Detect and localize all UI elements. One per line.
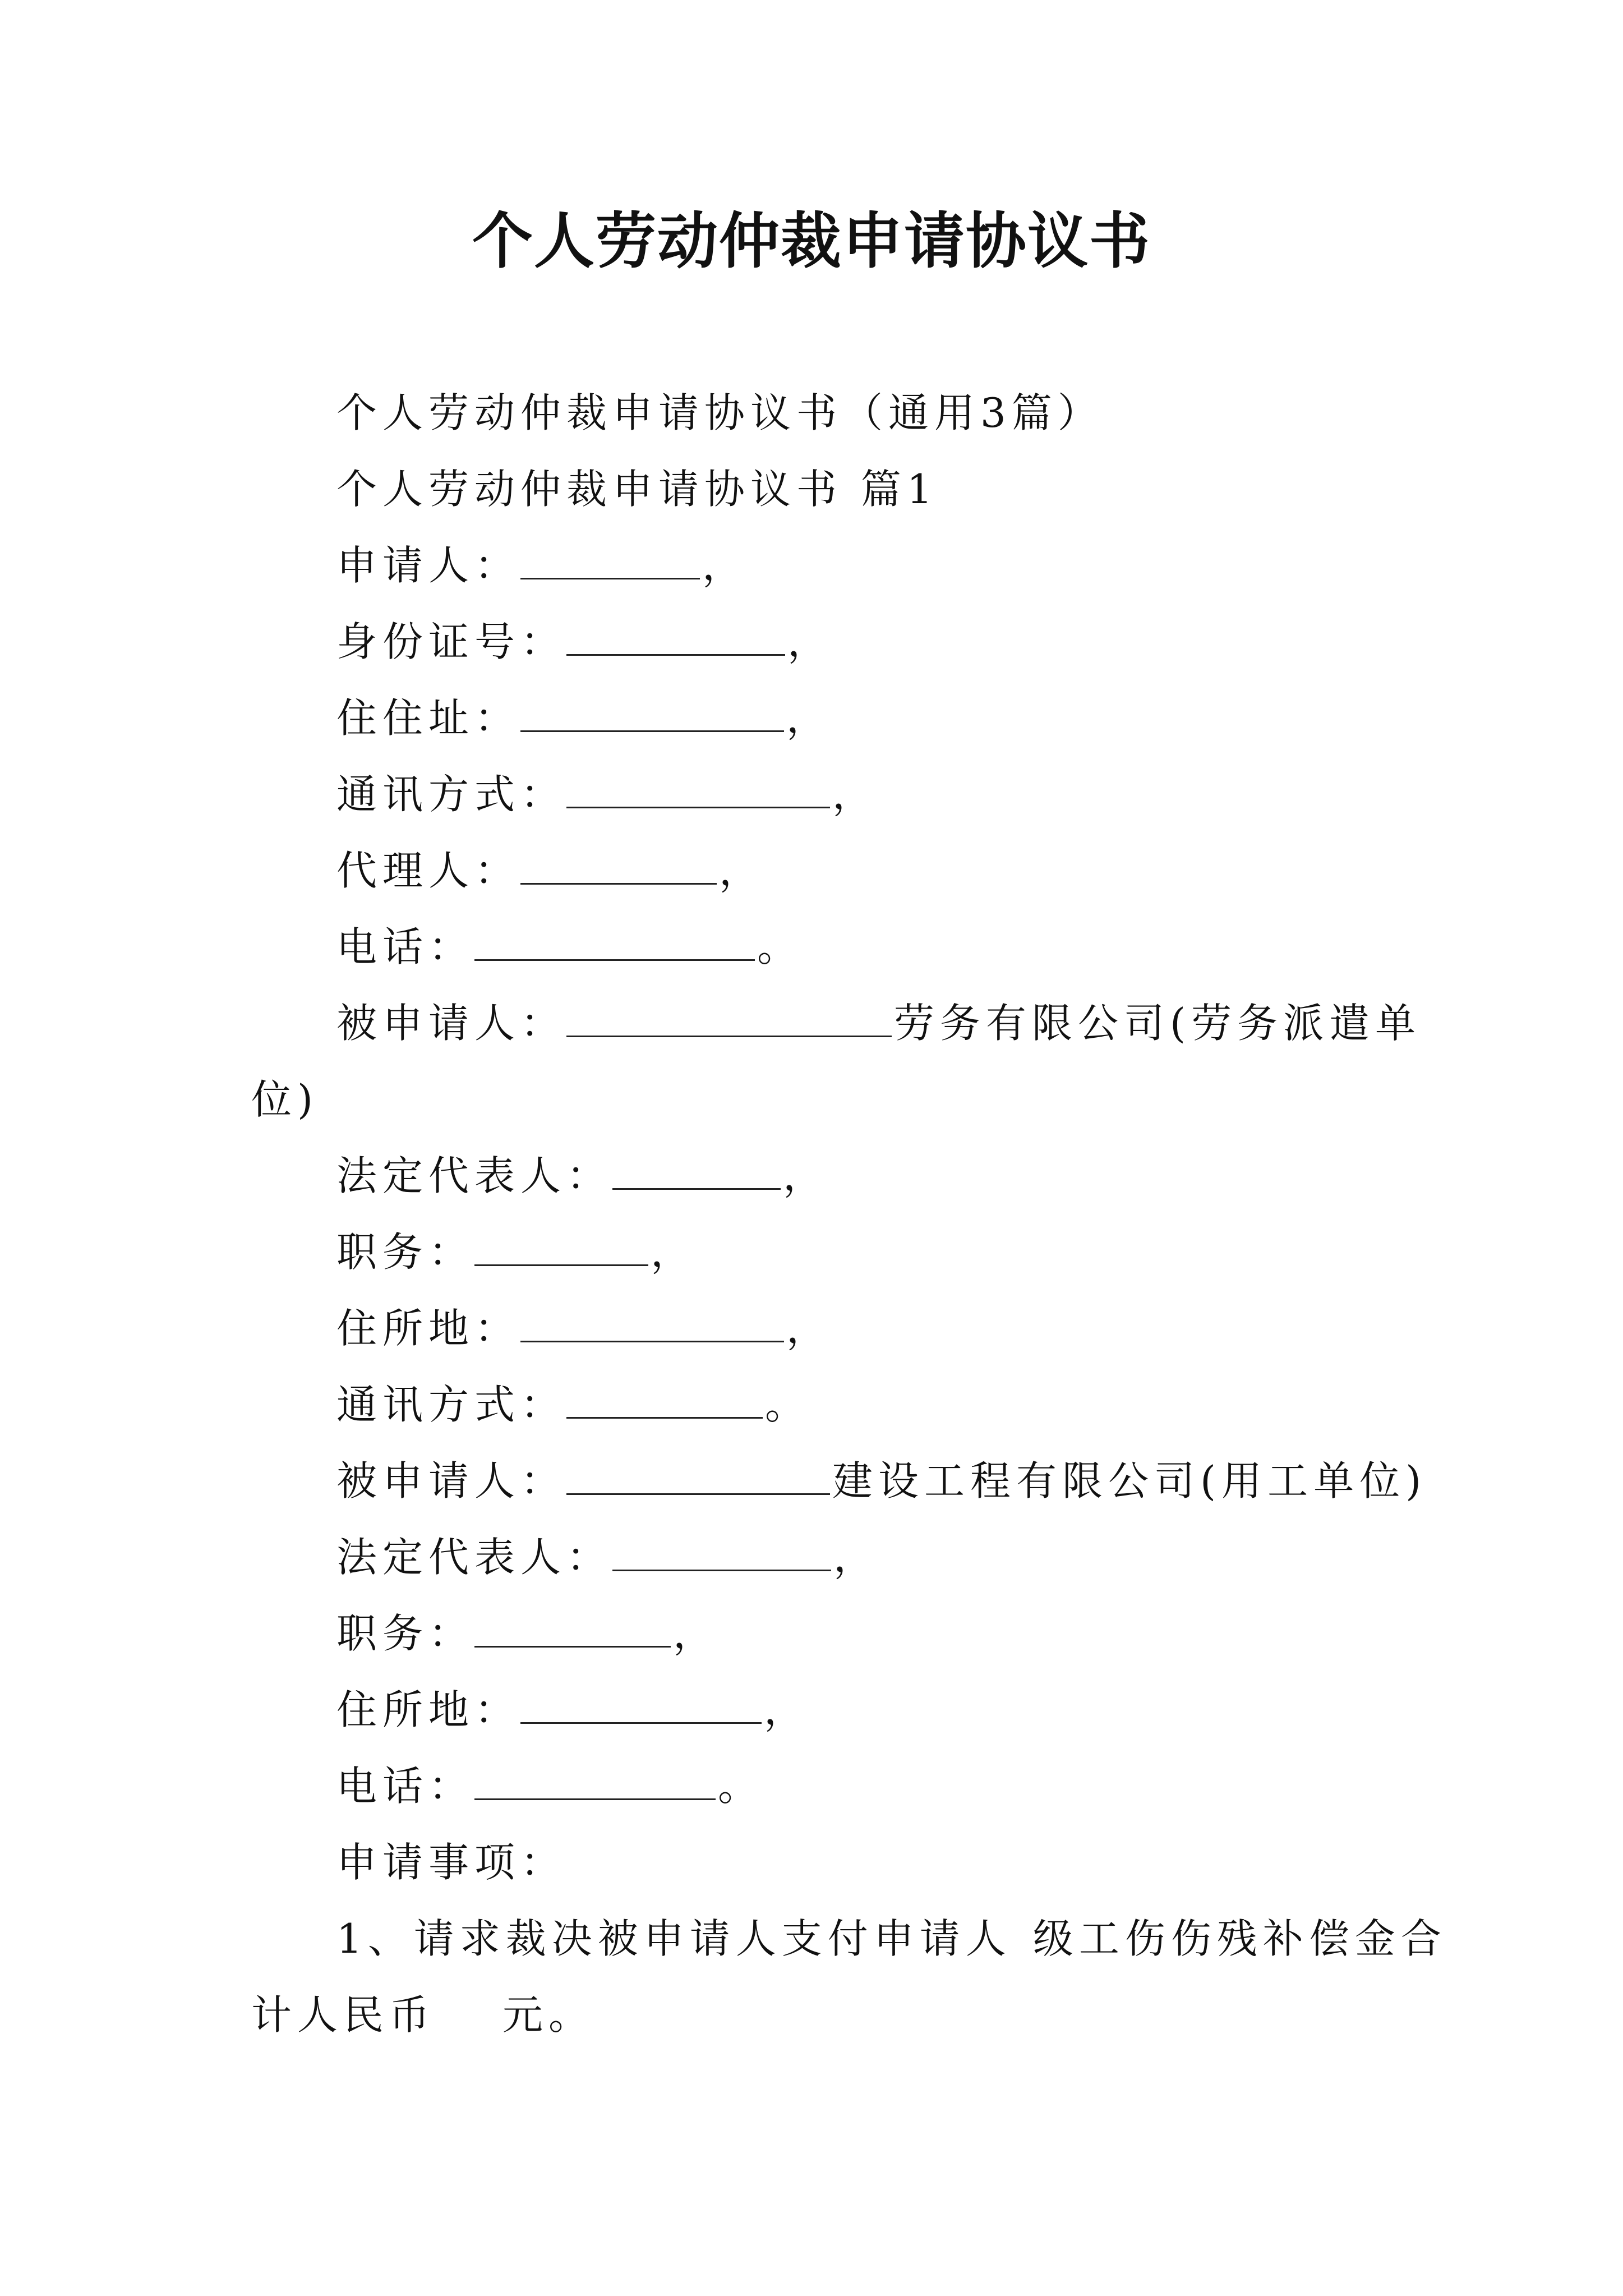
respondent1-contact-end: 。	[765, 1381, 811, 1428]
respondent2-label: 被申请人：	[336, 1457, 567, 1504]
respondent1-position-row	[251, 1214, 1386, 1290]
respondent1-address-label: 住所地：	[336, 1305, 521, 1352]
claim-item-1-line1	[251, 1901, 1447, 1977]
claims-heading: 申请事项：	[336, 1839, 567, 1886]
subtitle-text: 个人劳动仲裁申请协议书（通用3篇）	[336, 389, 1104, 436]
respondent2-address-label: 住所地：	[336, 1686, 521, 1733]
applicant-address-row	[251, 680, 1386, 756]
applicant-contact-label: 通讯方式：	[336, 771, 567, 818]
applicant-phone-row	[251, 909, 1386, 985]
claim-item-1-text-d: 元。	[502, 1991, 595, 2039]
applicant-name-blank[interactable]	[520, 544, 700, 579]
applicant-agent-label: 代理人：	[336, 847, 521, 894]
respondent2-company: 建设工程有限公司(用工单位)	[832, 1457, 1427, 1504]
respondent2-rep-label: 法定代表人：	[336, 1534, 613, 1581]
respondent2-phone-label: 电话：	[336, 1763, 475, 1810]
respondent2-phone-end: 。	[718, 1763, 764, 1810]
respondent1-address-end: ，	[786, 1305, 833, 1352]
respondent2-address-blank[interactable]	[520, 1688, 762, 1724]
applicant-contact-end: ，	[832, 771, 879, 818]
claims-heading-row	[251, 1824, 1386, 1901]
respondent2-blank[interactable]	[566, 1460, 830, 1495]
respondent1-rep-label: 法定代表人：	[336, 1152, 613, 1199]
claim-item-1-text-c: 计人民币	[251, 1991, 436, 2039]
applicant-agent-end: ，	[719, 847, 766, 894]
document-title: 个人劳动仲裁申请协议书	[472, 206, 1151, 277]
applicant-phone-end: 。	[757, 923, 804, 970]
respondent2-row	[251, 1443, 1427, 1519]
respondent2-position-end: ，	[673, 1610, 720, 1657]
respondent1-position-end: ，	[651, 1228, 697, 1276]
applicant-name-end: ，	[702, 542, 749, 589]
respondent1-address-row	[251, 1290, 1386, 1366]
respondent1-company-wrap: 位)	[251, 1076, 319, 1123]
respondent1-row	[251, 985, 1422, 1061]
respondent1-company: 劳务有限公司(劳务派遣单	[894, 1000, 1422, 1047]
applicant-address-blank[interactable]	[520, 697, 784, 732]
applicant-address-label: 住住址：	[336, 694, 521, 742]
applicant-id-end: ，	[787, 618, 834, 665]
respondent1-rep-end: ，	[783, 1152, 829, 1199]
respondent2-phone-blank[interactable]	[474, 1765, 716, 1800]
section-heading-text: 个人劳动仲裁申请协议书 篇1	[336, 466, 938, 513]
respondent1-row-wrap	[251, 1061, 1386, 1138]
claim-item-1-text-b: 级工伤伤残补偿金合	[1032, 1915, 1447, 1962]
applicant-id-blank[interactable]	[566, 620, 785, 656]
claim-item-1-line2	[251, 1977, 1386, 2053]
claim-item-1-text-a: 1、请求裁决被申请人支付申请人	[336, 1915, 1012, 1962]
respondent2-rep-row	[251, 1519, 1386, 1595]
respondent2-address-row	[251, 1672, 1386, 1748]
applicant-phone-blank[interactable]	[474, 926, 755, 961]
subtitle	[251, 375, 1386, 451]
applicant-phone-label: 电话：	[336, 923, 475, 970]
respondent2-position-row	[251, 1595, 1386, 1672]
respondent1-rep-row	[251, 1138, 1386, 1214]
respondent1-contact-row	[251, 1366, 1386, 1443]
applicant-agent-blank[interactable]	[520, 849, 717, 885]
respondent1-label: 被申请人：	[336, 1000, 567, 1047]
applicant-contact-blank[interactable]	[566, 773, 830, 808]
applicant-address-end: ，	[786, 694, 833, 742]
applicant-name-row	[251, 527, 1386, 604]
respondent2-rep-blank[interactable]	[612, 1536, 831, 1571]
applicant-agent-row	[251, 832, 1386, 909]
applicant-name-label: 申请人：	[336, 542, 521, 589]
respondent1-blank[interactable]	[566, 1002, 892, 1037]
respondent1-position-label: 职务：	[336, 1228, 475, 1276]
respondent2-address-end: ，	[764, 1686, 810, 1733]
respondent1-rep-blank[interactable]	[612, 1154, 781, 1190]
applicant-id-row	[251, 604, 1386, 680]
respondent2-phone-row	[251, 1748, 1386, 1824]
document-body	[251, 375, 1447, 2053]
respondent1-address-blank[interactable]	[520, 1307, 784, 1342]
section-heading	[251, 451, 1386, 527]
applicant-contact-row	[251, 756, 1386, 832]
respondent2-position-label: 职务：	[336, 1610, 475, 1657]
respondent1-contact-label: 通讯方式：	[336, 1381, 567, 1428]
respondent2-rep-end: ，	[833, 1534, 880, 1581]
respondent2-position-blank[interactable]	[474, 1612, 671, 1648]
respondent1-contact-blank[interactable]	[566, 1383, 763, 1419]
applicant-id-label: 身份证号：	[336, 618, 567, 665]
respondent1-position-blank[interactable]	[474, 1231, 648, 1266]
